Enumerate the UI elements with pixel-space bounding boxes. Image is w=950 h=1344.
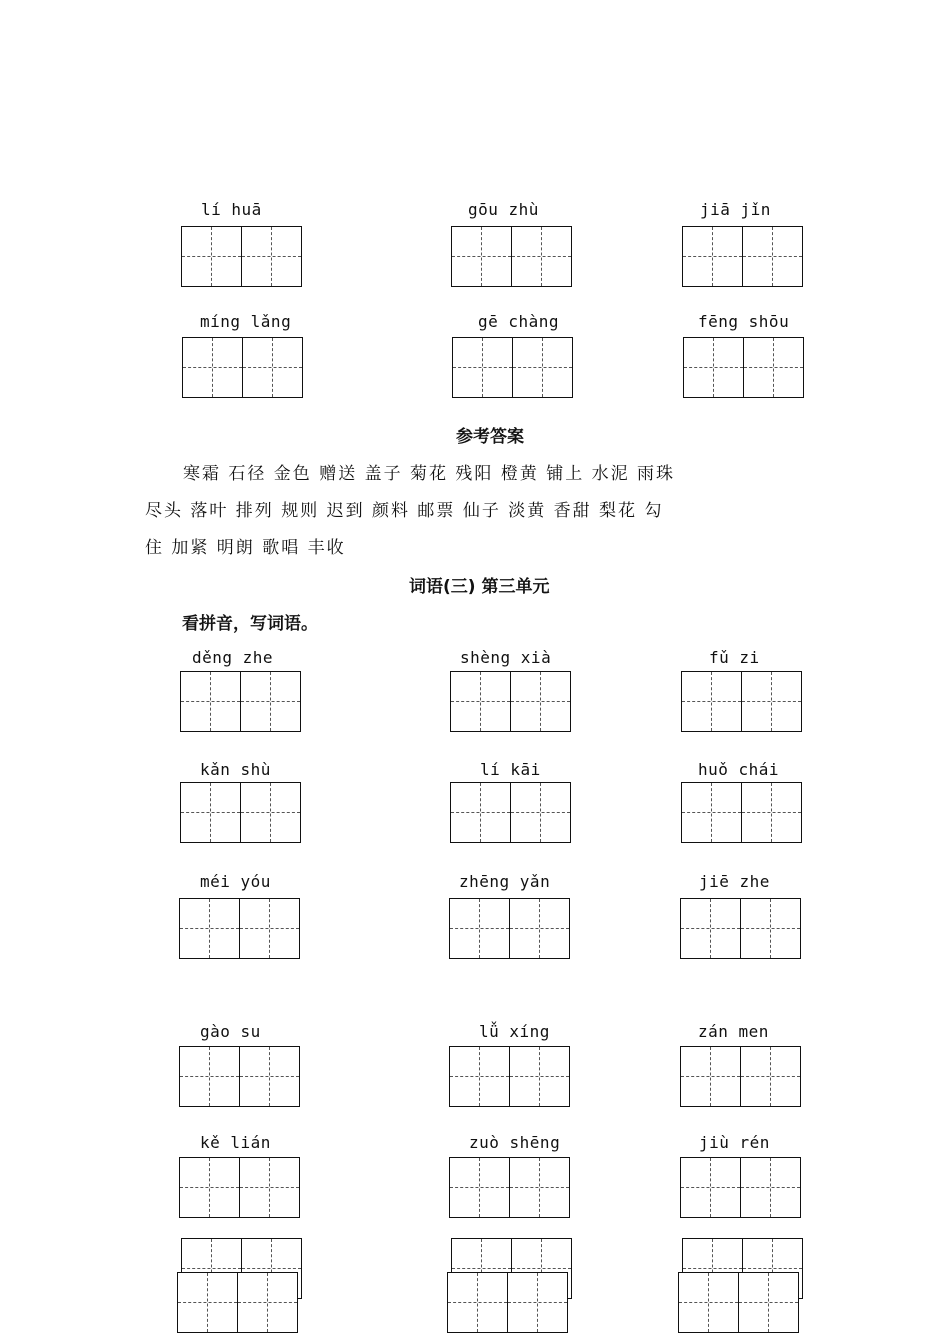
writing-grid[interactable]	[179, 898, 299, 958]
pinyin-label: fēng shōu	[698, 312, 790, 331]
pinyin-label: gào su	[200, 1022, 261, 1041]
writing-grid[interactable]	[447, 1272, 567, 1332]
answers-title: 参考答案	[456, 427, 524, 447]
writing-grid[interactable]	[179, 1046, 299, 1106]
writing-grid[interactable]	[450, 671, 570, 731]
writing-grid[interactable]	[180, 671, 300, 731]
pinyin-label: lí kāi	[480, 760, 541, 779]
pinyin-label: zuò shēng	[469, 1133, 561, 1152]
pinyin-label: jiē zhe	[699, 872, 770, 891]
section-title: 词语(三) 第三单元	[409, 577, 550, 597]
writing-grid[interactable]	[680, 1157, 800, 1217]
pinyin-label: kě lián	[200, 1133, 271, 1152]
writing-grid[interactable]	[179, 1157, 299, 1217]
answers-line-2: 尽头 落叶 排列 规则 迟到 颜料 邮票 仙子 淡黄 香甜 梨花 勾	[145, 501, 664, 521]
writing-grid[interactable]	[452, 337, 572, 397]
pinyin-label: shèng xià	[460, 648, 552, 667]
writing-grid[interactable]	[680, 1046, 800, 1106]
pinyin-label: fǔ zi	[709, 648, 760, 667]
answers-line-1: 寒霜 石径 金色 赠送 盖子 菊花 残阳 橙黄 铺上 水泥 雨珠	[183, 464, 676, 484]
pinyin-label: gōu zhù	[468, 200, 539, 219]
writing-grid[interactable]	[450, 782, 570, 842]
pinyin-label: méi yóu	[200, 872, 271, 891]
section-instruction: 看拼音，写词语。	[182, 614, 318, 634]
writing-grid[interactable]	[681, 671, 801, 731]
writing-grid[interactable]	[683, 337, 803, 397]
writing-grid[interactable]	[182, 337, 302, 397]
pinyin-label: lí huā	[201, 200, 262, 219]
pinyin-label: gē chàng	[478, 312, 560, 331]
writing-grid[interactable]	[181, 226, 301, 286]
writing-grid[interactable]	[682, 226, 802, 286]
writing-grid[interactable]	[680, 898, 800, 958]
pinyin-label: zán men	[698, 1022, 769, 1041]
pinyin-label: zhēng yǎn	[459, 872, 551, 891]
writing-grid[interactable]	[681, 782, 801, 842]
pinyin-label: jiù rén	[699, 1133, 770, 1152]
answers-line-3: 住 加紧 明朗 歌唱 丰收	[145, 538, 346, 558]
pinyin-label: huǒ chái	[698, 760, 780, 779]
writing-grid[interactable]	[177, 1272, 297, 1332]
writing-grid[interactable]	[449, 1046, 569, 1106]
writing-grid[interactable]	[449, 898, 569, 958]
writing-grid[interactable]	[451, 226, 571, 286]
pinyin-label: jiā jǐn	[700, 200, 771, 219]
pinyin-label: kǎn shù	[200, 760, 271, 779]
pinyin-label: lǚ xíng	[479, 1022, 550, 1041]
writing-grid[interactable]	[678, 1272, 798, 1332]
writing-grid[interactable]	[180, 782, 300, 842]
pinyin-label: děng zhe	[192, 648, 274, 667]
writing-grid[interactable]	[449, 1157, 569, 1217]
pinyin-label: míng lǎng	[200, 312, 292, 331]
